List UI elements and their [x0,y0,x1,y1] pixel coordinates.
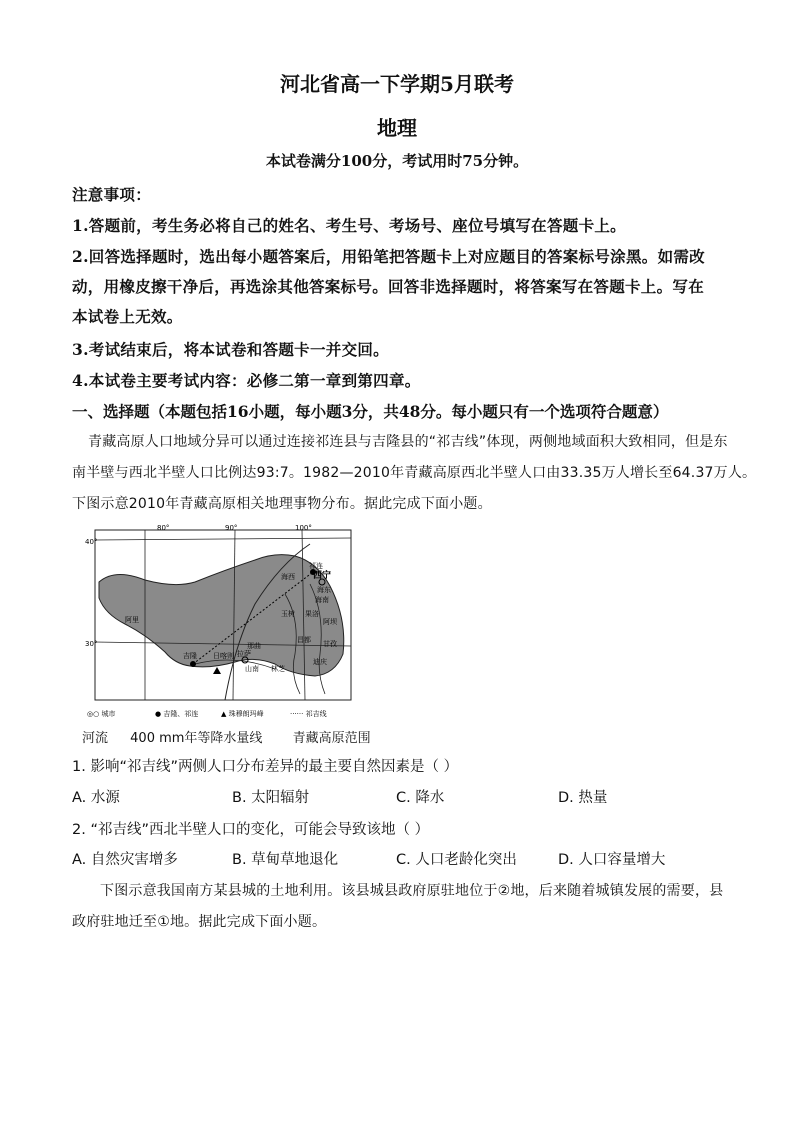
label-rikaze: 日喀则 [213,652,234,660]
q2-option-a: A. 自然灾害增多 [72,852,178,868]
question-1-stem: 1. 影响“祁吉线”两侧人口分布差异的最主要自然因素是（ ） [72,759,459,775]
label-xining: 西宁 [313,571,332,581]
q2-option-d: D. 人口容量增大 [558,852,666,868]
label-haidong: 海东 [317,586,331,594]
label-changdu: 昌都 [297,636,311,644]
legend-counties: ● 吉隆、祁连 [155,710,199,718]
instruction-2-line2: 动，用橡皮擦干净后，再选涂其他答案标号。回答非选择题时，将答案写在答题卡上。写在 [72,277,705,296]
label-naqu: 那曲 [247,642,261,650]
label-haixi: 海西 [281,573,295,581]
qinghai-tibet-map [85,524,355,722]
q2-option-b: B. 草甸草地退化 [232,852,339,868]
label-hainan: 海南 [315,596,329,604]
q1-option-b: B. 太阳辐射 [232,790,310,806]
instruction-4: 4.本试卷主要考试内容：必修二第一章到第四章。 [72,371,421,390]
instruction-2-line3: 本试卷上无效。 [72,307,183,326]
exam-title: 河北省高一下学期5月联考 [280,72,514,96]
instruction-2-line1: 2.回答选择题时，选出每小题答案后，用铅笔把答题卡上对应题目的答案标号涂黑。如需改 [72,247,705,266]
passage2-line2: 政府驻地迁至①地。据此完成下面小题。 [72,914,327,930]
passage1-line2: 南半壁与西北半壁人口比例达93:7。1982—2010年青藏高原西北半壁人口由33.35万人增长至64.37万人。 [72,465,757,481]
label-yushu: 玉树 [281,610,295,618]
legend-qiji-line: ······ 祁吉线 [290,710,327,718]
legend-isohyet: 400 mm年等降水量线 [130,731,263,746]
passage1-line1: 青藏高原人口地域分异可以通过连接祁连县与吉隆县的“祁吉线”体现，两侧地域面积大致相同，但是东 [88,434,728,450]
lon-80: 80° [157,524,170,532]
lon-90: 90° [225,524,238,532]
instruction-1: 1.答题前，考生务必将自己的姓名、考生号、考场号、座位号填写在答题卡上。 [72,216,626,235]
q2-option-c: C. 人口老龄化突出 [396,852,517,868]
label-jilong: 吉隆 [183,652,197,660]
subject-title: 地理 [377,116,417,140]
q1-option-d: D. 热量 [558,790,608,806]
exam-note: 本试卷满分100分，考试用时75分钟。 [265,152,529,170]
label-qilian: 祁连 [309,562,323,570]
instructions-heading: 注意事项： [72,185,152,204]
passage1-line3: 下图示意2010年青藏高原相关地理事物分布。据此完成下面小题。 [72,496,492,512]
label-diqing: 迪庆 [313,658,327,666]
label-ali: 阿里 [125,616,139,624]
label-aba: 阿坝 [323,618,337,626]
q1-option-a: A. 水源 [72,790,120,806]
instruction-3: 3.考试结束后，将本试卷和答题卡一并交回。 [72,340,389,359]
label-guoluo: 果洛 [305,610,319,618]
lat-30: 30° [85,640,98,648]
q1-option-c: C. 降水 [396,790,445,806]
label-lasa: 拉萨 [237,650,251,658]
label-shannan: 山南 [245,665,259,673]
legend-river: 河流 [82,731,109,746]
section1-heading: 一、选择题（本题包括16小题，每小题3分，共48分。每小题只有一个选项符合题意） [72,402,669,421]
label-linzhi: 林芝 [271,665,285,673]
legend-city: ◎○ 城市 [87,710,116,718]
jilong-marker [190,661,196,667]
legend-peak: ▲ 珠穆朗玛峰 [221,710,264,718]
label-ganzi: 甘孜 [323,640,337,648]
lat-40: 40° [85,538,98,546]
question-2-stem: 2. “祁吉线”西北半壁人口的变化，可能会导致该地（ ） [72,822,430,838]
map-legend-row2 [82,727,371,746]
legend-plateau: 青藏高原范围 [292,731,371,746]
lon-100: 100° [295,524,312,532]
passage2-line1: 下图示意我国南方某县城的土地利用。该县城县政府原驻地位于②地，后来随着城镇发展的需要，县 [100,883,724,899]
